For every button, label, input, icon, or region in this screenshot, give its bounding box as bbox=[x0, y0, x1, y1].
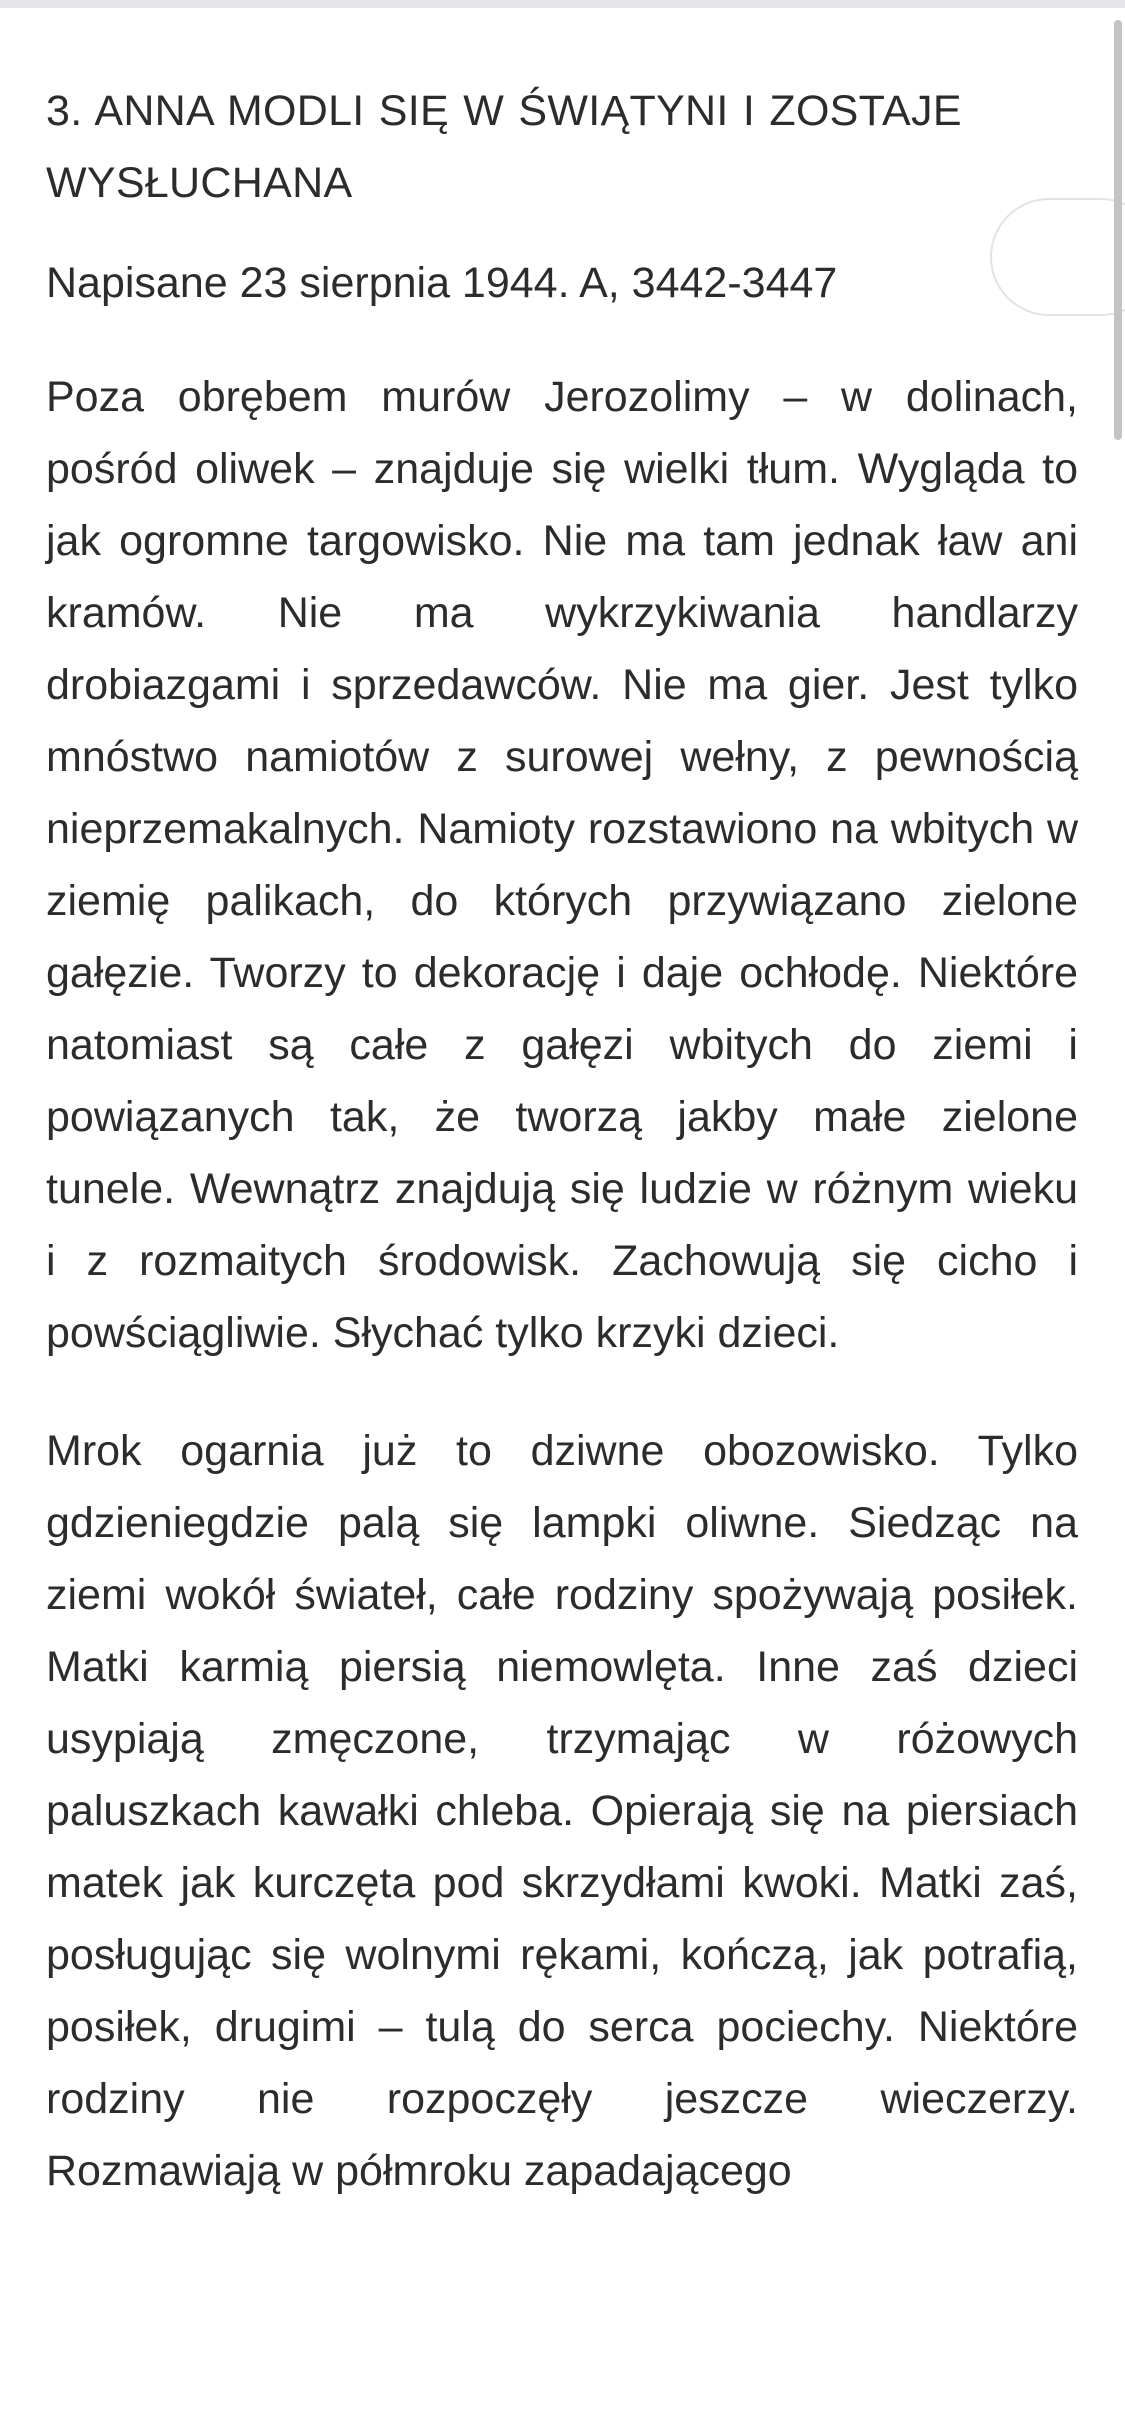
reader-content bbox=[46, 75, 1078, 2207]
side-drawer-handle[interactable] bbox=[990, 198, 1125, 316]
chapter-meta: Napisane 23 sierpnia 1944. A, 3442-3447 bbox=[46, 259, 838, 307]
chapter-title: 3. ANNA MODLI SIĘ W ŚWIĄTYNI I ZOSTAJE WYSŁUCHANA bbox=[46, 87, 962, 207]
scrollbar[interactable] bbox=[1111, 8, 1125, 2436]
paragraph-1: Poza obrębem murów Jerozolimy – w dolinach, pośród oliwek – znajduje się wielki tłum. Wygląda to jak ogromne targowisko. Nie ma tam jednak ław ani kramów. Nie ma wykrzykiwania handlarzy drobiazgami i sprzedawców. Nie ma gier. Jest tylko mnóstwo namiotów z surowej wełny, z pewnością nieprzemakalnych. Namioty rozstawiono na wbitych w ziemię palikach, do których przywiązano zielone gałęzie. Tworzy to dekorację i daje ochłodę. Niektóre natomiast są całe z gałęzi wbitych do ziemi i powiązanych tak, że tworzą jakby małe zielone tunele. Wewnątrz znajdują się ludzie w różnym wieku i z rozmaitych środowisk. Zachowują się cicho i powściągliwie. Słychać tylko krzyki dzieci. bbox=[46, 373, 1078, 1357]
paragraph-2: Mrok ogarnia już to dziwne obozowisko. Tylko gdzieniegdzie palą się lampki oliwne. Siedząc na ziemi wokół świateł, całe rodziny spożywają posiłek. Matki karmią piersią niemowlęta. Inne zaś dzieci usypiają zmęczone, trzymając w różowych paluszkach kawałki chleba. Opierają się na piersiach matek jak kurczęta pod skrzydłami kwoki. Matki zaś, posługując się wolnymi rękami, kończą, jak potrafią, posiłek, drugimi – tulą do serca pociechy. Niektóre rodziny nie rozpoczęły jeszcze wieczerzy. Rozmawiają w półmroku zapadającego bbox=[46, 1427, 1078, 2195]
top-status-strip bbox=[0, 0, 1125, 8]
scrollbar-thumb[interactable] bbox=[1114, 20, 1122, 440]
